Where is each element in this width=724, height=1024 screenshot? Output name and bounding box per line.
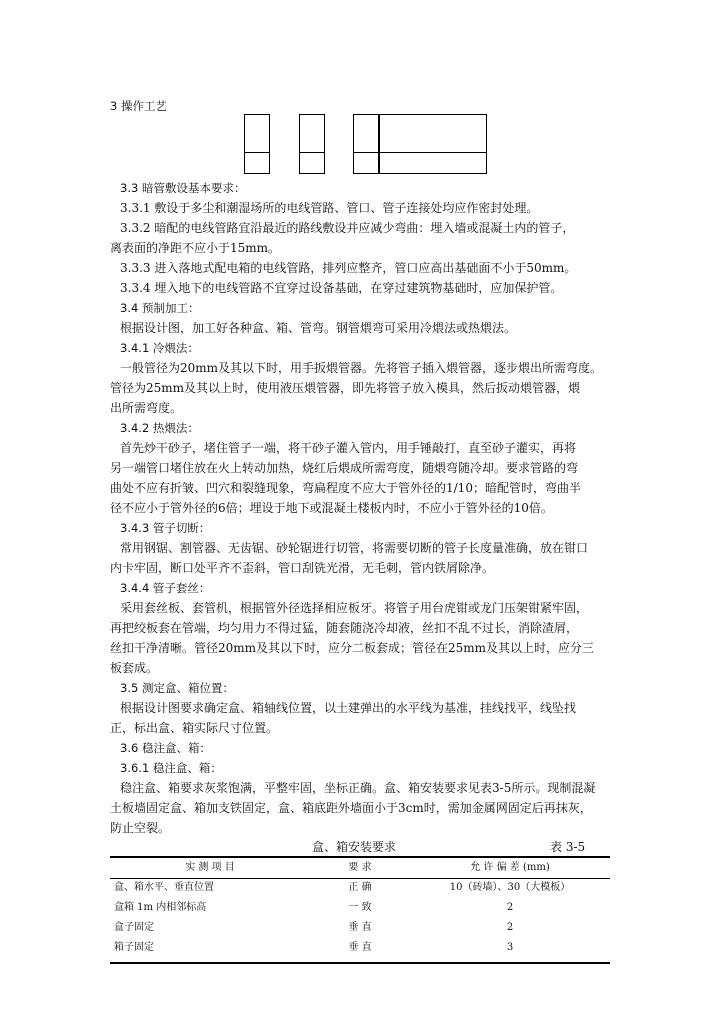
text-line: 首先炒干砂子，堵住管子一端，将干砂子灌入管内，用手锤敲打，直至砂子灌实，再将 bbox=[120, 441, 577, 455]
table-bottom-rule bbox=[110, 962, 610, 964]
flow-divider-3 bbox=[353, 152, 379, 153]
table-header: 允 许 偏 差 (mm) bbox=[470, 862, 550, 873]
table-cell: 2 bbox=[506, 922, 514, 933]
text-line: 一般管径为20mm及其以下时，用手扳煨管器。先将管子插入煨管器，逐步煨出所需弯度。 bbox=[120, 361, 603, 375]
flow-box-1 bbox=[244, 114, 270, 174]
text-line: 常用钢锯、割管器、无齿锯、砂轮锯进行切管，将需要切断的管子长度量准确，放在钳口 bbox=[120, 541, 589, 555]
table-cell: 盒、箱水平、垂直位置 bbox=[114, 882, 214, 893]
table-header: 实 测 项 目 bbox=[185, 862, 235, 873]
heading-3-3: 3.3 暗管敷设基本要求： bbox=[120, 181, 246, 195]
text-line: 根据设计图，加工好各种盒、箱、管弯。钢管煨弯可采用冷煨法或热煨法。 bbox=[120, 321, 517, 335]
table-cell: 盒子固定 bbox=[114, 922, 154, 933]
flow-divider-4 bbox=[379, 152, 487, 153]
table-top-rule bbox=[110, 856, 610, 858]
table-cell: 10（砖墙）、30（大模板） bbox=[449, 882, 571, 893]
text-line: 板套成。 bbox=[110, 661, 159, 675]
text-line: 正，标出盒、箱实际尺寸位置。 bbox=[110, 721, 279, 735]
table-header-rule bbox=[110, 878, 610, 879]
table-cell: 正 确 bbox=[348, 882, 372, 893]
text-line: 防止空裂。 bbox=[110, 821, 171, 835]
table-cell: 2 bbox=[506, 902, 514, 913]
table-number: 表 3-5 bbox=[550, 840, 586, 854]
text-line: 丝扣干净清晰。管径20mm及其以下时，应分二板套成；管径在25mm及其以上时，应分三 bbox=[110, 641, 595, 655]
heading-3-4-2: 3.4.2 热煨法： bbox=[120, 421, 199, 435]
text-line: 根据设计图要求确定盒、箱轴线位置，以土建弹出的水平线为基准，挂线找平，线坠找 bbox=[120, 701, 577, 715]
heading-3-6-1: 3.6.1 稳注盒、箱： bbox=[120, 761, 222, 775]
text-line: 采用套丝板、套管机，根据管外径选择相应板牙。将管子用台虎钳或龙门压架钳紧牢固， bbox=[120, 601, 589, 615]
table-cell: 箱子固定 bbox=[114, 942, 154, 953]
text-line: 3.3.1 敷设于多尘和潮湿场所的电线管路、管口、管子连接处均应作密封处理。 bbox=[120, 201, 539, 215]
table-title: 盒、箱安装要求 bbox=[312, 840, 397, 854]
text-line: 3.3.2 暗配的电线管路宜沿最近的路线敷设并应减少弯曲：埋入墙或混凝土内的管子， bbox=[120, 221, 575, 235]
text-line: 3.3.3 进入落地式配电箱的电线管路，排列应整齐，管口应高出基础面不小于50mm。 bbox=[120, 261, 577, 275]
text-line: 曲处不应有折皱、凹穴和裂缝现象，弯扁程度不应大于管外径的1/10；暗配管时，弯曲半 bbox=[110, 481, 581, 495]
text-line: 另一端管口堵住放在火上转动加热，烧红后煨成所需弯度，随煨弯随冷却。要求管路的弯 bbox=[110, 461, 579, 475]
table-cell: 垂 直 bbox=[348, 942, 372, 953]
table-cell: 垂 直 bbox=[348, 922, 372, 933]
flow-divider-1 bbox=[244, 152, 270, 153]
text-line: 土板墙固定盒、箱加支铁固定，盒、箱底距外墙面小于3cm时，需加金属网固定后再抹灰， bbox=[110, 801, 592, 815]
flow-divider-2 bbox=[299, 152, 325, 153]
table-header: 要 求 bbox=[348, 862, 372, 873]
heading-3-4-4: 3.4.4 管子套丝： bbox=[120, 581, 211, 595]
heading-3-6: 3.6 稳注盒、箱： bbox=[120, 741, 211, 755]
flow-box-2 bbox=[299, 114, 325, 174]
flow-box-4 bbox=[379, 114, 487, 174]
table-cell: 3 bbox=[506, 942, 514, 953]
text-line: 径不应小于管外径的6倍；埋设于地下或混凝土楼板内时，不应小于管外径的10倍。 bbox=[110, 501, 553, 515]
text-line: 出所需弯度。 bbox=[110, 401, 183, 415]
text-line: 离表面的净距不应小于15mm。 bbox=[110, 241, 281, 255]
text-line: 管径为25mm及其以上时，使用液压煨管器，即先将管子放入模具，然后扳动煨管器，煨 bbox=[110, 381, 581, 395]
text-line: 稳注盒、箱要求灰浆饱满，平整牢固，坐标正确。盒、箱安装要求见表3-5所示。现制混凝 bbox=[120, 781, 596, 795]
heading-3-5: 3.5 测定盒、箱位置： bbox=[120, 681, 234, 695]
heading-3-4-3: 3.4.3 管子切断： bbox=[120, 521, 211, 535]
table-cell: 一 致 bbox=[348, 902, 372, 913]
heading-3-4: 3.4 预制加工： bbox=[120, 301, 200, 315]
text-line: 再把绞板套在管端，均匀用力不得过猛，随套随浇冷却液，丝扣不乱不过长，消除渣屑， bbox=[110, 621, 579, 635]
section-heading: 3 操作工艺 bbox=[110, 99, 167, 113]
heading-3-4-1: 3.4.1 冷煨法： bbox=[120, 341, 199, 355]
table-cell: 盒箱 1m 内相邻标高 bbox=[114, 902, 207, 913]
flow-box-3 bbox=[353, 114, 379, 174]
text-line: 3.3.4 埋入地下的电线管路不宜穿过设备基础，在穿过建筑物基础时，应加保护管。 bbox=[120, 281, 563, 295]
text-line: 内卡牢固，断口处平齐不歪斜，管口刮铣光滑，无毛刺，管内铁屑除净。 bbox=[110, 561, 495, 575]
